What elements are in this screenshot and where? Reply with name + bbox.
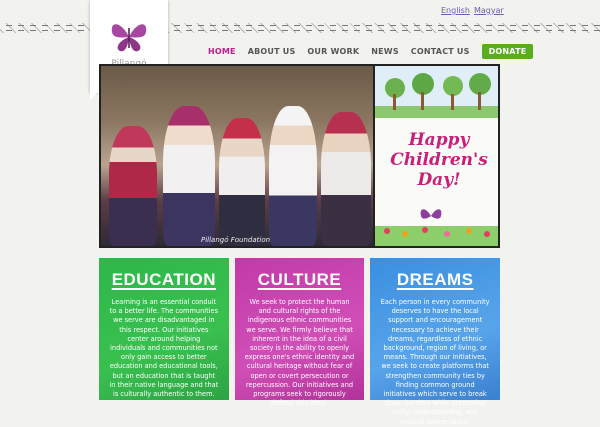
tile-education[interactable] bbox=[99, 258, 229, 400]
children-photo bbox=[101, 66, 373, 246]
lang-magyar-link[interactable]: Magyar bbox=[474, 6, 504, 15]
nav-our-work[interactable]: OUR WORK bbox=[307, 47, 360, 56]
childrens-day-text bbox=[389, 130, 489, 190]
hero-banner bbox=[99, 64, 500, 248]
tile-culture[interactable] bbox=[235, 258, 365, 408]
tile-education-title[interactable]: EDUCATION bbox=[111, 270, 216, 289]
nav-about-us[interactable]: ABOUT US bbox=[247, 47, 296, 56]
lang-english-link[interactable]: English bbox=[441, 6, 470, 15]
tile-dreams-title[interactable]: DREAMS bbox=[396, 270, 474, 289]
card-line-3: Day! bbox=[417, 170, 461, 190]
butterfly-icon bbox=[108, 20, 150, 54]
card-line-1: Happy bbox=[408, 130, 470, 150]
donate-button[interactable]: DONATE bbox=[482, 44, 534, 59]
tile-education-text: Learning is an essential conduit to a better life. The communities we serve are disadvantaged in this respect. Our initiatives center around helping individuals and communities not only gain access to better education and educational tools, but an education that is taught in their native language and that is culturally authentic to them. bbox=[109, 298, 219, 399]
nav-home[interactable]: HOME bbox=[208, 47, 236, 56]
tile-culture-title[interactable]: CULTURE bbox=[257, 270, 342, 289]
nav-contact-us[interactable]: CONTACT US bbox=[410, 47, 470, 56]
tile-culture-text: We seek to protect the human and cultural rights of the indigenous ethnic communities we serve. We firmly believe that inherent in the idea of a civil society is the ability to openly express one's ethnic identity and cultural heritage without fear of open or covert persecution or repercussion. Our initiatives and programs seek to rigorously defend this ideal. bbox=[244, 298, 355, 408]
tile-dreams[interactable] bbox=[370, 258, 500, 426]
childrens-day-drawing bbox=[375, 66, 498, 246]
tile-dreams-text: Each person in every community deserves to have the local support and encouragement necessary to achieve their dreams, regardless of ethnic background, region of living, or means. Through our initiatives, we seek to create platforms that strengthen community ties by finding common ground initiatives which serve to break down barriers while promoting unity, understanding, and mutual appreciation. bbox=[380, 298, 490, 426]
main-nav bbox=[208, 44, 545, 59]
photo-caption: Pillangó Foundation bbox=[201, 236, 271, 244]
nav-news[interactable]: NEWS bbox=[371, 47, 399, 56]
card-line-2: Children's bbox=[390, 150, 488, 170]
feature-tiles bbox=[99, 258, 500, 426]
